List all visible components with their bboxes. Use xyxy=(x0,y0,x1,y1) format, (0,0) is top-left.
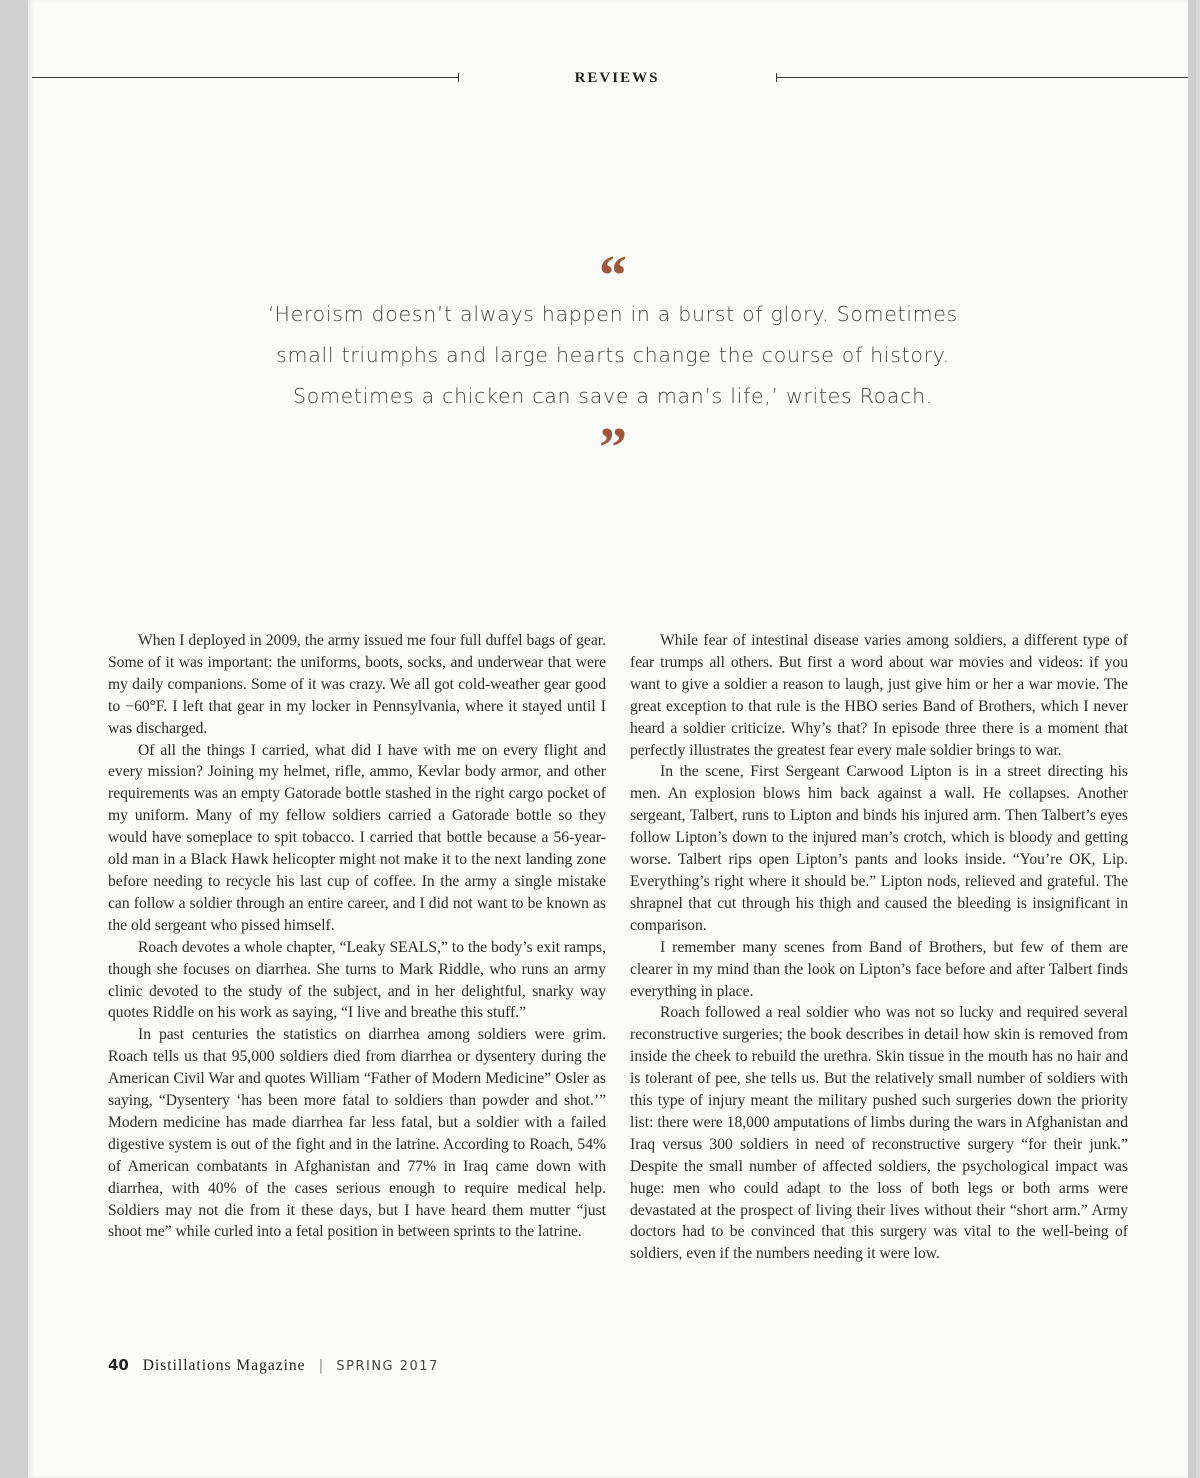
pull-quote xyxy=(228,294,998,417)
body-paragraph: Roach devotes a whole chapter, “Leaky SEALS,” to the body’s exit ramps, though she focuses on diarrhea. She turns to Mark Riddle, who runs an army clinic devoted to the study of the subject, and in her delightful, snarky way quotes Riddle on his work as saying, “I live and breathe this stuff.” xyxy=(108,938,606,1022)
body-paragraph: Of all the things I carried, what did I have with me on every flight and every mission? Joining my helmet, rifle, ammo, Kevlar body armor, and other requirements was an empty Gatorade bottle stashed in the right cargo pocket of my uniform. Many of my fellow soldiers carried a Gatorade bottle so they would have someplace to spit tobacco. I carried that bottle because a 56-year-old man in a Black Hawk helicopter might not make it to the next landing zone before needing to recycle his last cup of coffee. In the army a single mistake can follow a soldier through an entire career, and I did not want to be known as the old sergeant who pissed himself. xyxy=(108,741,606,934)
body-column-right xyxy=(630,630,1128,1265)
issue-label: SPRING 2017 xyxy=(336,1359,439,1374)
page-footer xyxy=(108,1356,439,1375)
open-quote-mark: “ xyxy=(599,245,627,307)
pull-quote-line: small triumphs and large hearts change the course of history. xyxy=(276,343,950,367)
body-column-left xyxy=(108,630,606,1243)
magazine-page xyxy=(28,0,1196,1478)
body-paragraph: I remember many scenes from Band of Brothers, but few of them are clearer in my mind than the look on Lipton’s face before and after Talbert finds everything in place. xyxy=(630,938,1128,1000)
pull-quote-line: ‘Heroism doesn’t always happen in a burst of glory. Sometimes xyxy=(267,302,959,326)
body-paragraph: When I deployed in 2009, the army issued me four full duffel bags of gear. Some of it was important: the uniforms, boots, socks, and underwear that were my daily companions. Some of it was crazy. We all got cold-weather gear good to −60°F. I left that gear in my locker in Pennsylvania, where it stayed until I was discharged. xyxy=(108,632,606,737)
body-paragraph: In past centuries the statistics on diarrhea among soldiers were grim. Roach tells us that 95,000 soldiers died from diarrhea or dysentery during the American Civil War and quotes William “Father of Modern Medicine” Osler as saying, “Dysentery ‘has been more fatal to soldiers than powder and shot.’” Modern medicine has made diarrhea far less fatal, but a soldier with a failed digestive system is out of the fight and in the latrine. According to Roach, 54% of American combatants in Afghanistan and 77% in Iraq came down with diarrhea, with 40% of the cases serious enough to require medical help. Soldiers may not die from it these days, but I have heard them mutter “just shoot me” while curled into a fetal position in between sprints to the latrine. xyxy=(108,1026,606,1241)
section-title: REVIEWS xyxy=(574,70,660,86)
body-paragraph: While fear of intestinal disease varies among soldiers, a different type of fear trumps all others. But first a word about war movies and videos: if you want to give a soldier a reason to laugh, just give him or her a war movie. The great exception to that rule is the HBO series Band of Brothers, which I never heard a soldier criticize. Why’s that? In episode three there is a moment that perfectly illustrates the greatest fear every male soldier brings to war. xyxy=(630,632,1128,759)
pull-quote-line: Sometimes a chicken can save a man’s life,’ writes Roach. xyxy=(293,384,933,408)
footer-separator: | xyxy=(319,1357,323,1374)
page-gutter xyxy=(0,0,28,1478)
body-paragraph: Roach followed a real soldier who was not so lucky and required several reconstructive surgeries; the book describes in detail how skin is removed from inside the cheek to rebuild the urethra. Skin tissue in the mouth has no hair and is tolerant of pee, she tells us. But the relatively small number of soldiers with this type of injury meant the military pushed such surgeries down the priority list: there were 18,000 amputations of limbs during the wars in Afghanistan and Iraq versus 300 soldiers in need of reconstructive surgery “for their junk.” Despite the small number of affected soldiers, the psychological impact was huge: men who could adapt to the loss of both legs or both arms were devastated at the prospect of living their lives without their “short arm.” Army doctors had to be convinced that this surgery was vital to the well-being of soldiers, even if the numbers needing it were low. xyxy=(630,1004,1128,1263)
page-edge xyxy=(1188,0,1196,1478)
page-number: 40 xyxy=(108,1356,129,1374)
magazine-name: Distillations Magazine xyxy=(142,1357,306,1374)
body-paragraph: In the scene, First Sergeant Carwood Lipton is in a street directing his men. An explosion blows him back against a wall. He collapses. Another sergeant, Talbert, runs to Lipton and binds his injured arm. Then Talbert’s eyes follow Lipton’s down to the injured man’s crotch, which is bloody and getting worse. Talbert rips open Lipton’s pants and looks inside. “You’re OK, Lip. Everything’s right where it should be.” Lipton nods, relieved and grateful. The shrapnel that cut through his thigh and caused the bleeding is insignificant in comparison. xyxy=(630,763,1128,934)
close-quote-mark: ” xyxy=(599,417,627,479)
header-rule-left xyxy=(32,77,458,78)
header-rule-right xyxy=(776,77,1196,78)
